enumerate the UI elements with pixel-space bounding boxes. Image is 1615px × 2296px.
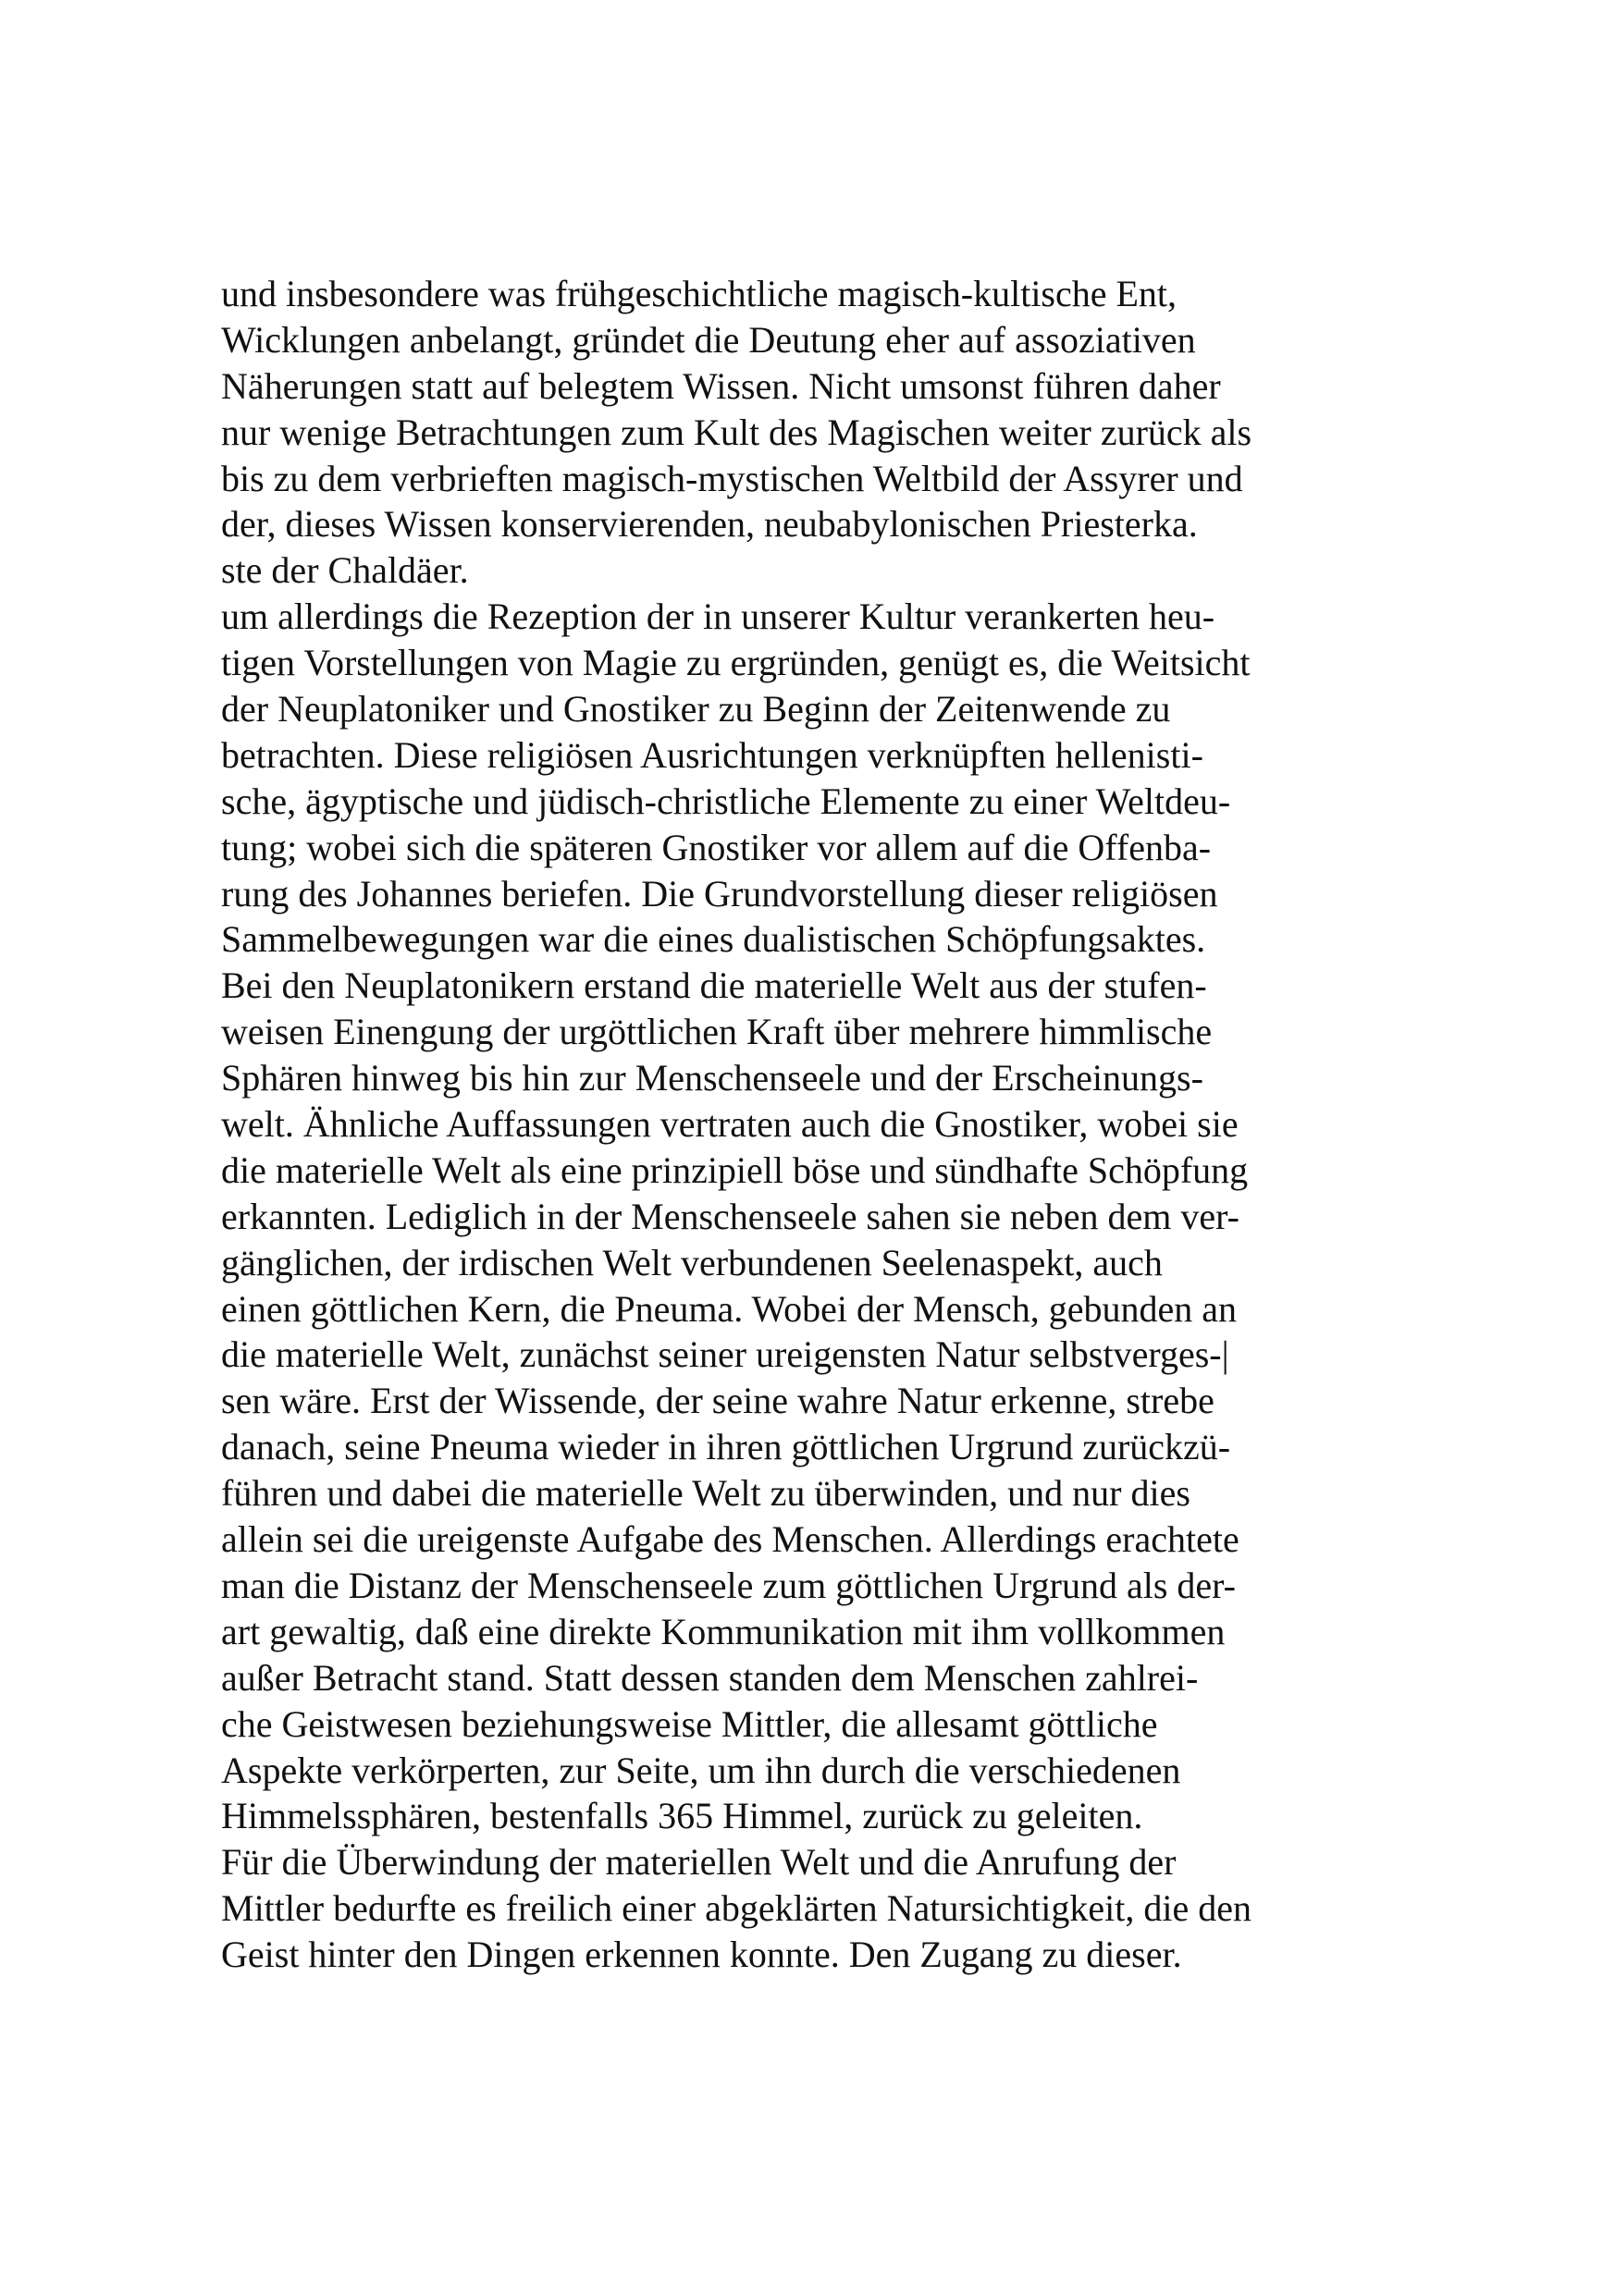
text-line: Mittler bedurfte es freilich einer abgeklärten Natursichtigkeit, die den	[221, 1887, 1252, 1930]
text-line: Geist hinter den Dingen erkennen konnte. Den Zugang zu dieser.	[221, 1934, 1182, 1976]
text-line: nur wenige Betrachtungen zum Kult des Magischen weiter zurück als	[221, 411, 1252, 453]
text-line: danach, seine Pneuma wieder in ihren göttlichen Urgrund zurückzü-	[221, 1426, 1231, 1468]
text-line: der Neuplatoniker und Gnostiker zu Beginn der Zeitenwende zu	[221, 688, 1171, 731]
text-line: betrachten. Diese religiösen Ausrichtungen verknüpften hellenisti-	[221, 733, 1203, 776]
text-line: art gewaltig, daß eine direkte Kommunikation mit ihm vollkommen	[221, 1610, 1226, 1652]
text-line: allein sei die ureigenste Aufgabe des Menschen. Allerdings erachtete	[221, 1518, 1239, 1561]
text-line: um allerdings die Rezeption der in unserer Kultur verankerten heu-	[221, 595, 1215, 638]
text-line: die materielle Welt, zunächst seiner ureigensten Natur selbstverges-|	[221, 1333, 1229, 1376]
text-line: Sphären hinweg bis hin zur Menschenseele und der Erscheinungs-	[221, 1057, 1203, 1099]
text-line: welt. Ähnliche Auffassungen vertraten auch die Gnostiker, wobei sie	[221, 1103, 1239, 1146]
text-line: führen und dabei die materielle Welt zu überwinden, und nur dies	[221, 1472, 1190, 1515]
text-line: erkannten. Lediglich in der Menschenseele sahen sie neben dem ver-	[221, 1195, 1239, 1237]
text-line: gänglichen, der irdischen Welt verbundenen Seelenaspekt, auch	[221, 1241, 1163, 1283]
text-line: Wicklungen anbelangt, gründet die Deutung eher auf assoziativen	[221, 318, 1196, 361]
text-line: sen wäre. Erst der Wissende, der seine wahre Natur erkenne, strebe	[221, 1380, 1214, 1422]
text-line: Näherungen statt auf belegtem Wissen. Nicht umsonst führen daher	[221, 364, 1221, 407]
text-line: rung des Johannes beriefen. Die Grundvorstellung dieser religiösen	[221, 872, 1218, 915]
text-line: der, dieses Wissen konservierenden, neubabylonischen Priesterka.	[221, 503, 1198, 546]
text-line: bis zu dem verbrieften magisch-mystischen Weltbild der Assyrer und	[221, 457, 1243, 499]
text-line: Himmelssphären, bestenfalls 365 Himmel, zurück zu geleiten.	[221, 1795, 1143, 1837]
text-line: man die Distanz der Menschenseele zum göttlichen Urgrund als der-	[221, 1564, 1236, 1606]
text-line: tigen Vorstellungen von Magie zu ergründen, genügt es, die Weitsicht	[221, 642, 1251, 684]
text-line: außer Betracht stand. Statt dessen standen dem Menschen zahlrei-	[221, 1656, 1199, 1699]
text-line: weisen Einengung der urgöttlichen Kraft über mehrere himmlische	[221, 1011, 1213, 1053]
text-line: sche, ägyptische und jüdisch-christliche Elemente zu einer Weltdeu-	[221, 780, 1231, 822]
text-line: ste der Chaldäer.	[221, 549, 469, 592]
text-line: Sammelbewegungen war die eines dualistischen Schöpfungsaktes.	[221, 918, 1206, 961]
text-line: Bei den Neuplatonikern erstand die materielle Welt aus der stufen-	[221, 964, 1207, 1007]
text-line: che Geistwesen beziehungsweise Mittler, die allesamt göttliche	[221, 1702, 1158, 1745]
text-line: und insbesondere was frühgeschichtliche magisch-kultische Ent,	[221, 273, 1177, 314]
text-line: Für die Überwindung der materiellen Welt und die Anrufung der	[221, 1841, 1177, 1884]
text-line: Aspekte verkörperten, zur Seite, um ihn durch die verschiedenen	[221, 1749, 1181, 1791]
text-line: die materielle Welt als eine prinzipiell böse und sündhafte Schöpfung	[221, 1148, 1249, 1191]
text-line: einen göttlichen Kern, die Pneuma. Wobei der Mensch, gebunden an	[221, 1287, 1237, 1330]
text-line: tung; wobei sich die späteren Gnostiker vor allem auf die Offenba-	[221, 826, 1212, 868]
body-text	[221, 271, 1387, 1978]
